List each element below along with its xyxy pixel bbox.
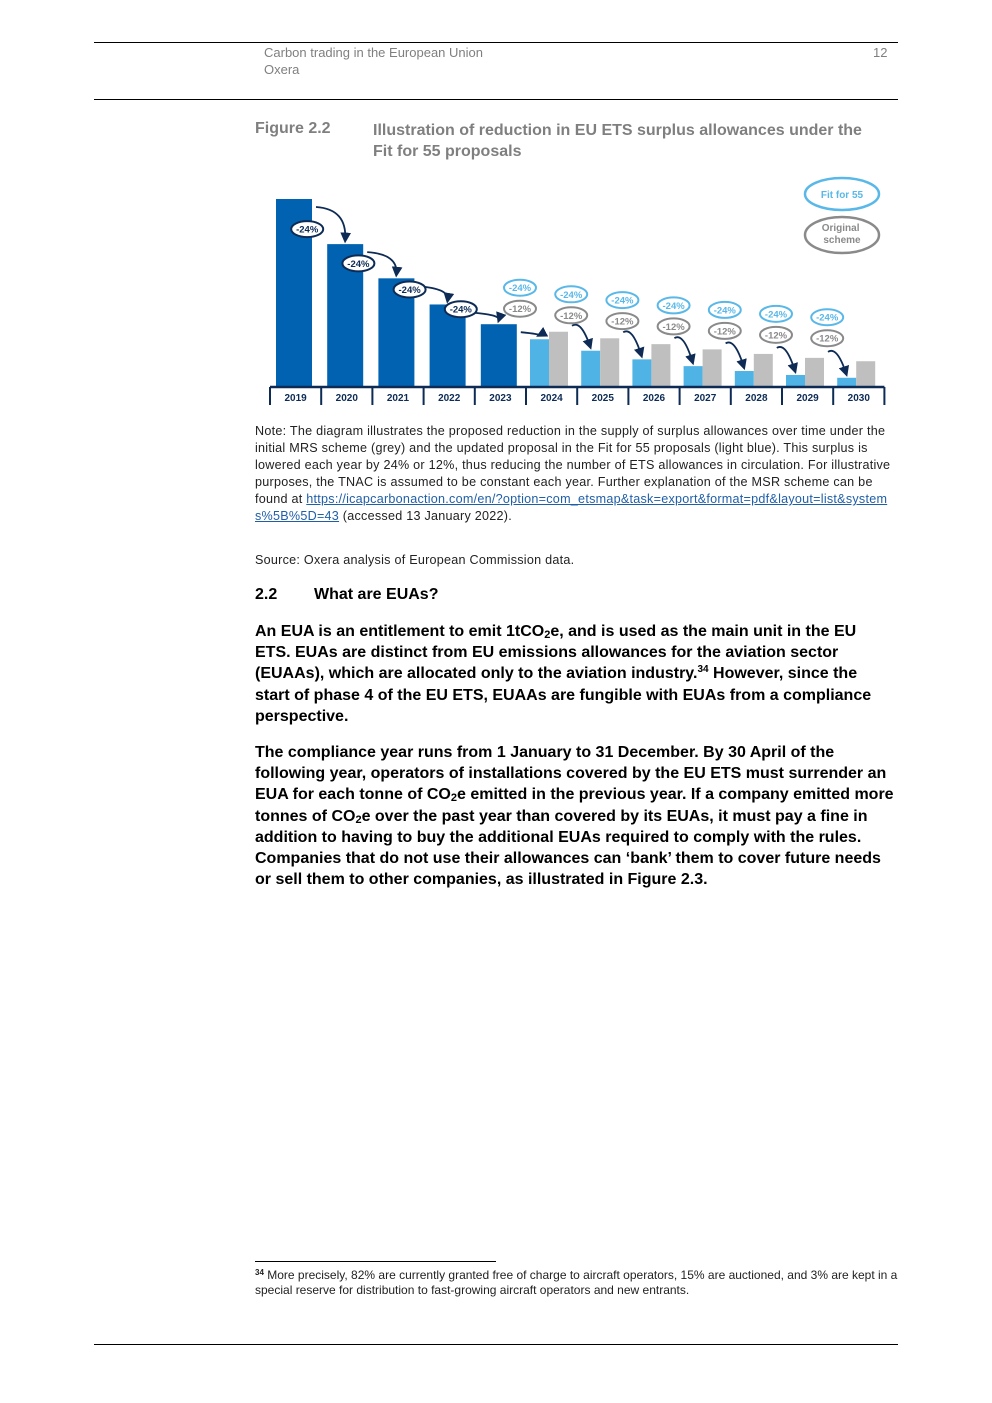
p2-text-b: e emitted in the previous year. If a company emitted more tonnes of CO: [255, 786, 894, 825]
reduction-arrow: [674, 337, 692, 362]
p2-text-c: e over the past year than covered by its EUAs, it must pay a fine in addition to having to buy the additional EUAs required to comply with the rules. Companies that do not use their allowances can ‘bank’ them to cover future needs or sell them to other companies, as illustrated in Figure 2.3.: [255, 807, 881, 889]
bar-2028-original: [754, 354, 773, 387]
bar-2024-fit-for-55: [530, 339, 549, 387]
note-link[interactable]: https://icapcarbonaction.com/en/?option=com_etsmap&task=export&format=pdf&layout=list&systems%5B%5D=43: [255, 492, 888, 523]
bar-2029-fit-for-55: [786, 375, 805, 387]
badge-fit-for-55: -24%: [816, 312, 839, 324]
bar-2028-fit-for-55: [735, 371, 754, 387]
badge-fit-for-55: -24%: [662, 300, 685, 312]
badge-fit-for-55: -24%: [764, 309, 788, 321]
badge-fit-for-55: -24%: [296, 224, 319, 236]
badge-original: -12%: [611, 316, 634, 328]
badge-original: -12%: [560, 310, 583, 322]
surplus-bar-chart: [260, 175, 890, 410]
header-org: Oxera: [264, 62, 300, 77]
note-text: Note: The diagram illustrates the proposed reduction in the supply of surplus allowances over time under the initial MRS scheme (grey) and the updated proposal in the Fit for 55 proposals (light blue). This surplus is lowered each year by 24% or 12%, thus reducing the number of ETS allowances in circulation. For illustrative purposes, the TNAC is assumed to be constant each year. Further explanation of the MSR scheme can be found at: [255, 424, 891, 506]
header-bottom-rule: [94, 99, 898, 100]
badge-original: -12%: [713, 326, 736, 338]
figure-title: Illustration of reduction in EU ETS surplus allowances under the Fit for 55 proposals: [373, 122, 862, 160]
footnote-34: [255, 1268, 900, 1298]
badge-fit-for-55: -24%: [560, 289, 583, 301]
x-axis: [270, 387, 884, 405]
reduction-arrow: [521, 332, 539, 335]
bar-2029-original: [805, 358, 824, 387]
tick-label-2026: 2026: [642, 393, 666, 404]
reduction-arrow: [572, 325, 590, 347]
tick-label-2025: 2025: [591, 393, 614, 404]
footnote-ref-34[interactable]: 34: [697, 664, 709, 676]
bar-2026-fit-for-55: [632, 359, 651, 387]
legend-original-scheme: Original scheme: [821, 223, 861, 246]
section-number: 2.2: [255, 586, 278, 603]
p2-text-a: The compliance year runs from 1 January to 31 December. By 30 April of the following year, operators of installations covered by the EU ETS must surrender an EUA for each tonne of CO: [255, 744, 887, 804]
badge-original: -12%: [764, 330, 788, 342]
badge-fit-for-55: -24%: [611, 295, 634, 307]
bar-2023-historical: [481, 324, 517, 387]
tick-label-2024: 2024: [540, 393, 563, 404]
tick-label-2030: 2030: [847, 393, 870, 404]
paragraph-2: [255, 742, 895, 890]
figure-number: Figure 2.2: [255, 120, 331, 137]
figure-source: Source: Oxera analysis of European Commission data.: [255, 553, 575, 567]
footnote-rule: [255, 1261, 496, 1262]
bar-2027-fit-for-55: [684, 366, 703, 387]
tick-label-2020: 2020: [335, 393, 358, 404]
reduction-arrow: [828, 351, 846, 374]
footnote-marker: 34: [255, 1268, 264, 1277]
p1-text-a: An EUA is an entitlement to emit 1tCO: [255, 623, 545, 640]
p1-subscript: 2: [544, 629, 551, 641]
legend: [805, 178, 879, 253]
tick-label-2029: 2029: [796, 393, 819, 404]
p2-subscript-2: 2: [355, 813, 362, 826]
p1-text-b: e, and is used as the main unit in the EU ETS. EUAs are distinct from EU emissions allowances for the aviation sector (EUAAs), which are allocated only to the aviation industry.: [255, 623, 857, 683]
badge-original: -12%: [508, 304, 532, 316]
footnote-text: More precisely, 82% are currently granted free of charge to aircraft operators, 15% are auctioned, and 3% are kept in a special reserve for distribution to fast-growing aircraft operators and new entrants.: [255, 1268, 898, 1297]
legend-fit-for-55: Fit for 55: [820, 190, 864, 201]
badge-fit-for-55: -24%: [347, 258, 370, 270]
reduction-arrow: [777, 347, 795, 371]
badge-original: -12%: [816, 333, 839, 345]
footer-rule: [94, 1344, 898, 1345]
reduction-arrow: [726, 342, 744, 367]
page-number: 12: [873, 45, 888, 60]
badge-fit-for-55: -24%: [713, 305, 736, 317]
bar-2024-original: [549, 332, 568, 387]
tick-label-2021: 2021: [386, 393, 410, 404]
p1-text-c: However, since the start of phase 4 of the EU ETS, EUAAs are fungible with EUAs from a compliance perspective.: [255, 665, 872, 725]
bar-2030-fit-for-55: [837, 378, 856, 387]
badge-original: -12%: [662, 321, 685, 333]
tick-label-2023: 2023: [489, 393, 512, 404]
reduction-arrow: [623, 331, 641, 355]
bar-2025-original: [600, 338, 619, 387]
tick-label-2019: 2019: [284, 393, 307, 404]
tick-label-2027: 2027: [694, 393, 717, 404]
header-doc-title: Carbon trading in the European Union: [264, 45, 483, 60]
p2-subscript-1: 2: [450, 792, 457, 805]
header-top-rule: [94, 42, 898, 43]
badge-fit-for-55: -24%: [449, 304, 472, 316]
bar-2027-original: [703, 349, 722, 387]
badge-fit-for-55: -24%: [508, 283, 532, 295]
paragraph-1: [255, 621, 895, 727]
badge-fit-for-55: -24%: [398, 284, 421, 296]
badges-layer: [291, 221, 843, 346]
section-title: What are EUAs?: [314, 586, 439, 603]
note-accessed: (accessed 13 January 2022).: [339, 509, 512, 523]
tick-label-2022: 2022: [438, 393, 461, 404]
tick-label-2028: 2028: [745, 393, 768, 404]
bar-2026-original: [651, 344, 670, 387]
bar-2030-original: [856, 361, 875, 387]
bar-2025-fit-for-55: [581, 351, 600, 387]
figure-note: [255, 423, 900, 525]
